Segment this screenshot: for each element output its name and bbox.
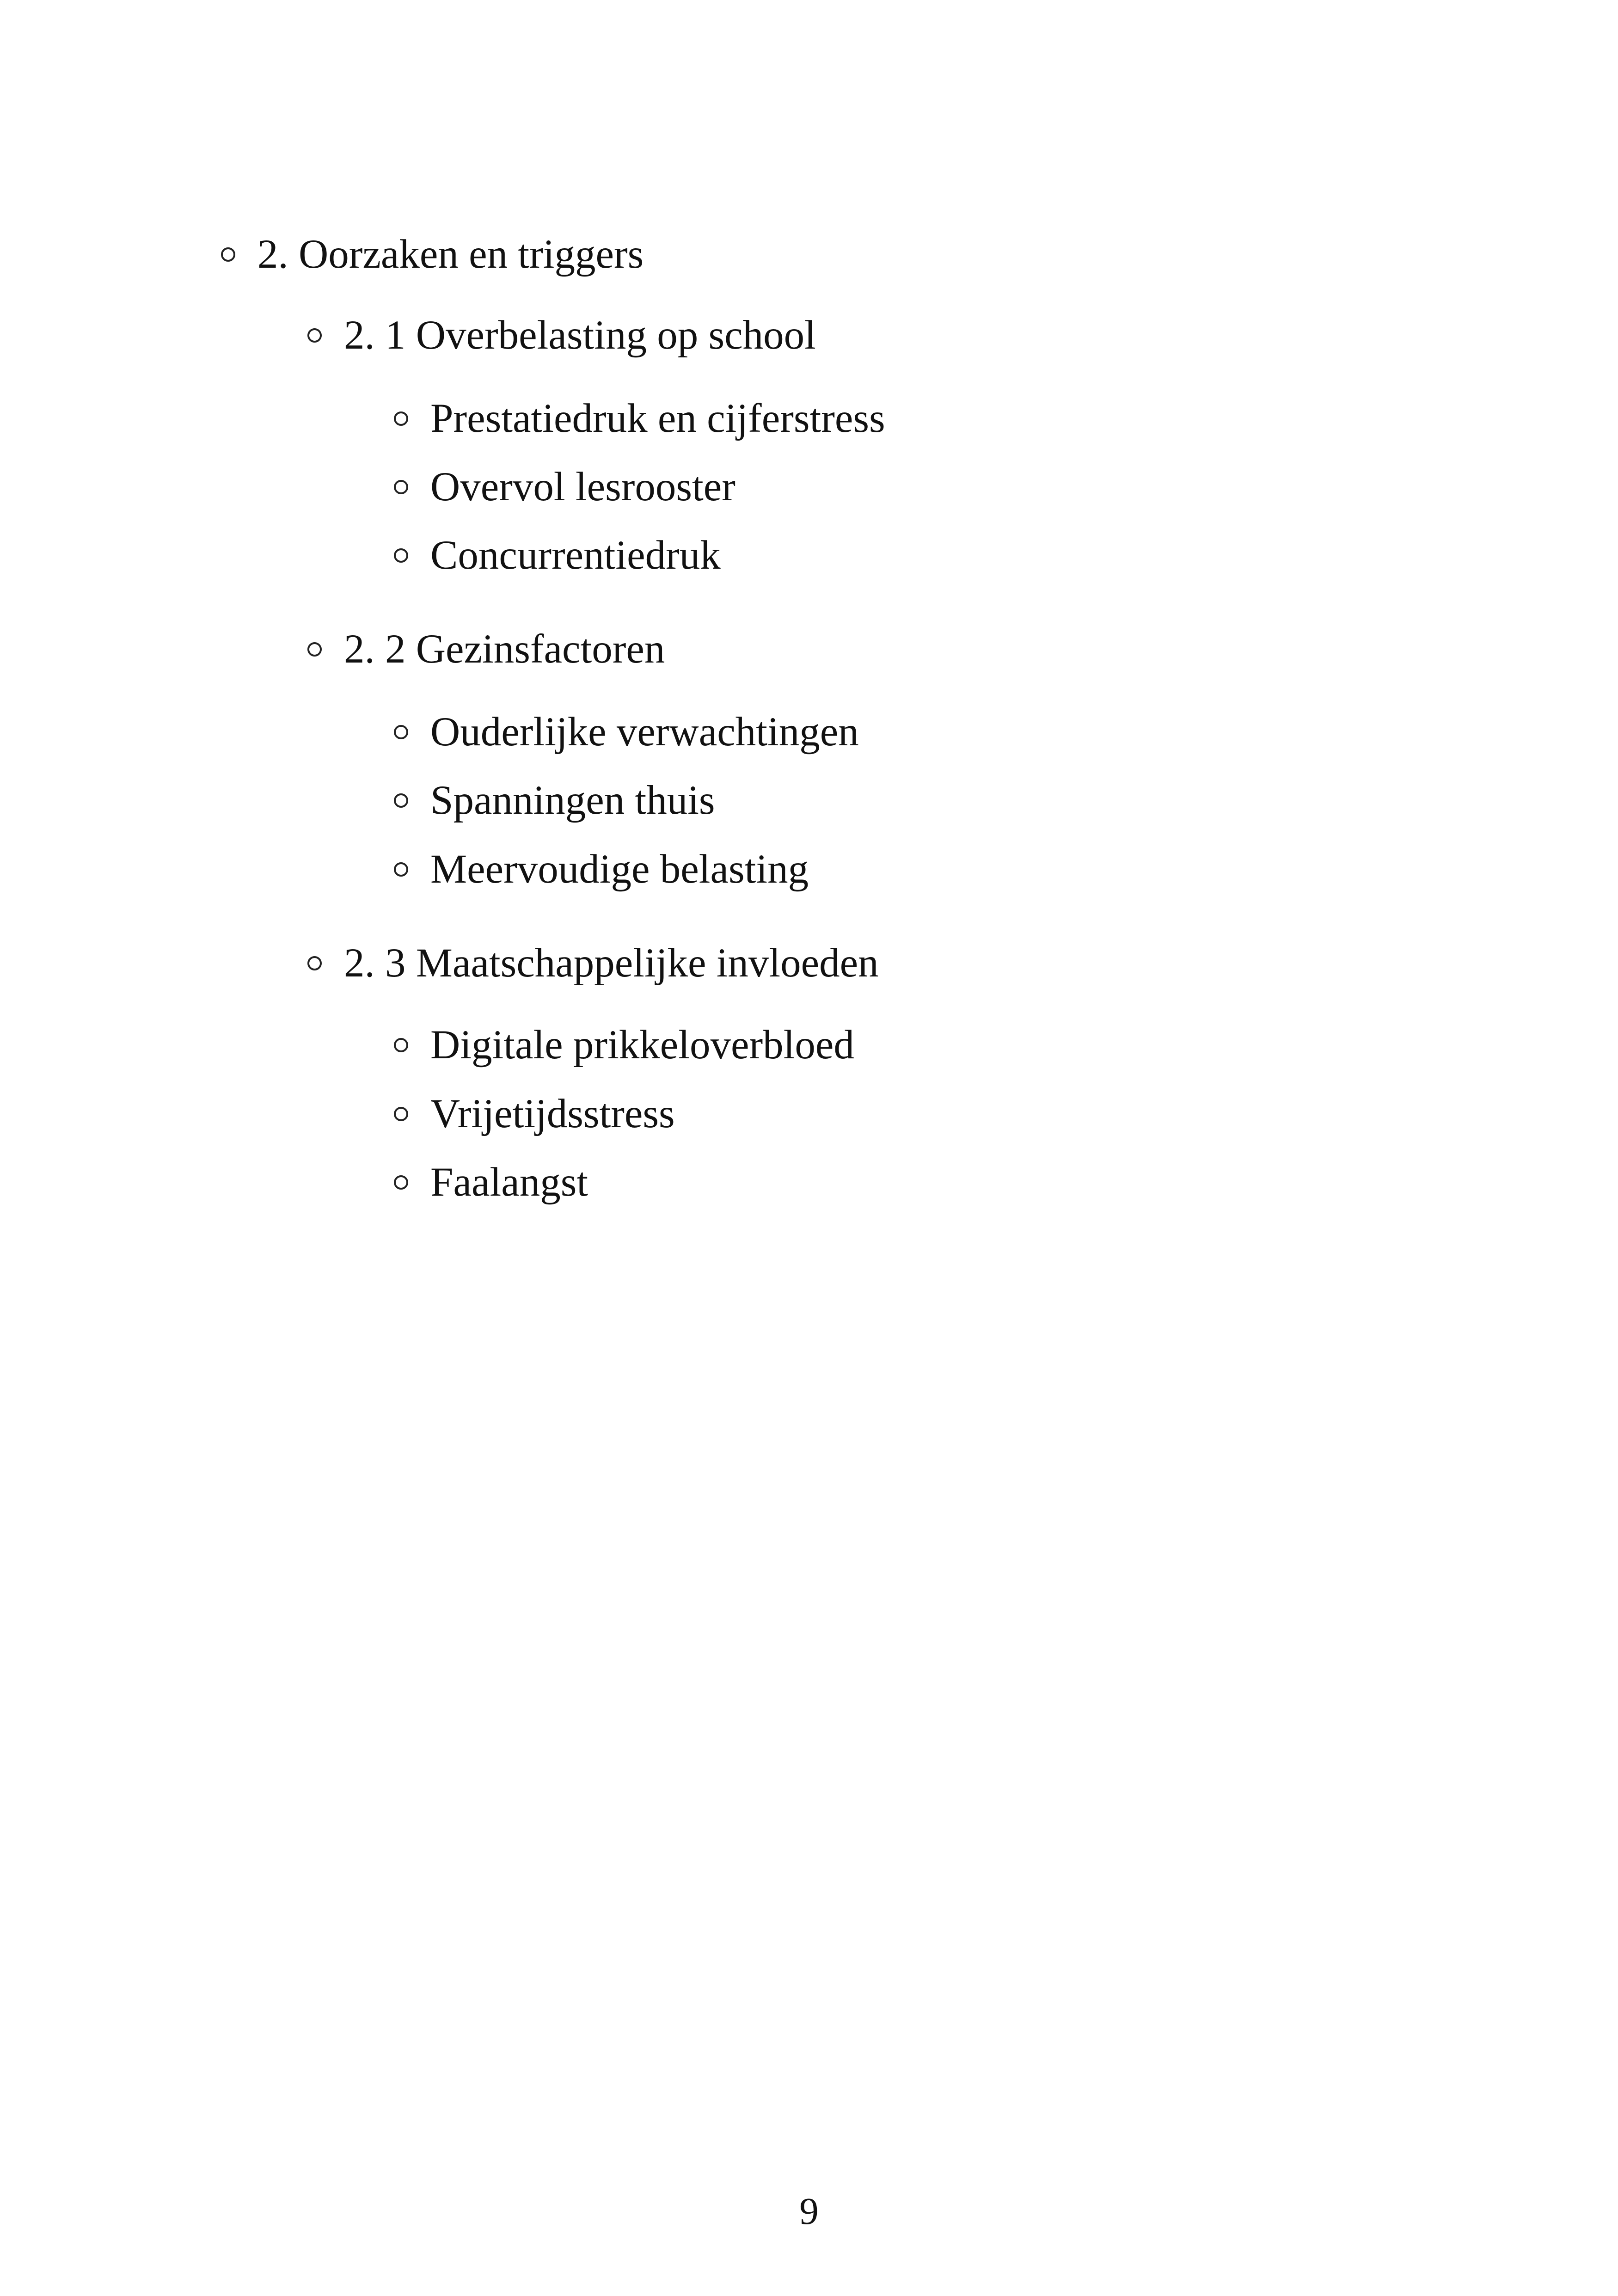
circle-bullet-icon [221,247,235,262]
list-item [394,1154,588,1210]
circle-bullet-icon [307,328,322,343]
circle-bullet-icon [394,725,408,739]
circle-bullet-icon [394,1107,408,1121]
list-item [394,528,721,583]
section-title: 2. 3 Maatschappelijke invloeden [344,940,879,986]
list-item [394,391,885,446]
list-item-label: Vrijetijdsstress [430,1091,675,1136]
list-item-label: Overvol lesrooster [430,464,735,510]
section-heading [307,935,879,991]
section-heading [307,621,665,677]
heading-label: 2. Oorzaken en triggers [257,232,644,277]
outline-heading [221,227,644,282]
list-item-label: Concurrentiedruk [430,533,721,578]
list-item [394,459,735,515]
circle-bullet-icon [394,793,408,808]
circle-bullet-icon [394,480,408,494]
list-item [394,841,809,897]
list-item [394,704,859,760]
list-item [394,1086,675,1142]
list-item-label: Ouderlijke verwachtingen [430,709,859,755]
page-number: 9 [799,2190,819,2232]
circle-bullet-icon [394,862,408,877]
circle-bullet-icon [307,956,322,970]
circle-bullet-icon [307,642,322,657]
section-heading [307,307,816,363]
circle-bullet-icon [394,548,408,563]
list-item-label: Meervoudige belasting [430,847,809,892]
list-item-label: Faalangst [430,1160,588,1205]
list-item-label: Spanningen thuis [430,778,715,823]
list-item [394,1017,854,1073]
circle-bullet-icon [394,1038,408,1052]
list-item [394,773,715,828]
section-title: 2. 1 Overbelasting op school [344,313,816,358]
circle-bullet-icon [394,1175,408,1190]
list-item-label: Prestatiedruk en cijferstress [430,396,885,441]
circle-bullet-icon [394,411,408,426]
section-title: 2. 2 Gezinsfactoren [344,626,665,672]
list-item-label: Digitale prikkeloverbloed [430,1022,854,1068]
